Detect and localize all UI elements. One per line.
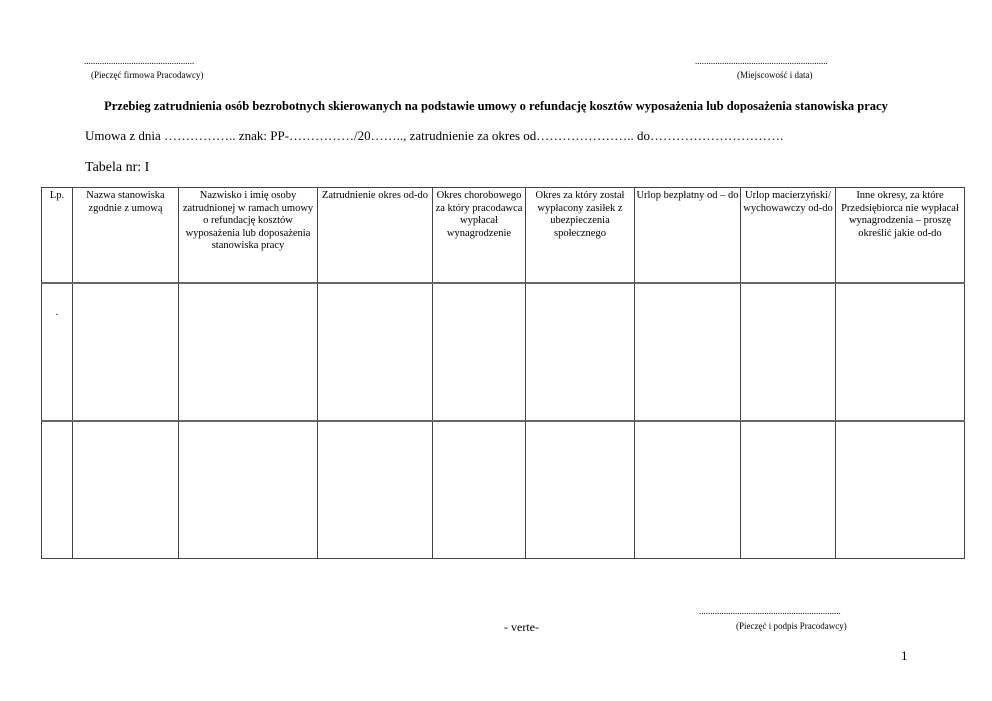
table-cell[interactable] [836,283,965,421]
col-header-parental-leave: Urlop macierzyński/ wychowawczy od-do [741,188,836,283]
table-cell[interactable] [433,421,526,559]
col-header-other-periods: Inne okresy, za które Przedsiębiorca nie wypłacał wynagrodzenia – proszę określić jakie od-do [836,188,965,283]
stamp-label: (Pieczęć firmowa Pracodawcy) [91,70,204,80]
col-header-employment: Zatrudnienie okres od-do [318,188,433,283]
col-header-lp: Lp. [42,188,73,283]
table-cell[interactable] [318,283,433,421]
signature-label: (Pieczęć i podpis Pracodawcy) [736,621,847,631]
table-header-row [42,188,965,283]
col-header-person: Nazwisko i imię osoby zatrudnionej w ramach umowy o refundację kosztów wyposażenia lub doposażenia stanowiska pracy [179,188,318,283]
table-cell[interactable] [741,283,836,421]
table-cell[interactable] [741,421,836,559]
employment-table [41,187,965,559]
table-cell[interactable] [73,283,179,421]
place-date-line: ........................................................... [695,56,828,66]
table-cell[interactable] [179,421,318,559]
signature-line: ............................................................... [699,606,841,616]
table-cell[interactable] [42,283,73,421]
verte-note: - verte- [504,620,539,634]
table-row [42,421,965,559]
col-header-unpaid-leave: Urlop bezpłatny od – do [635,188,741,283]
stamp-signature-line: ................................................. [84,56,195,66]
row-mark: . [55,303,59,318]
page-number: 1 [901,648,908,663]
table-cell[interactable] [526,283,635,421]
table-cell[interactable] [836,421,965,559]
table-cell[interactable] [635,421,741,559]
table-number: Tabela nr: I [85,160,150,175]
table-cell[interactable] [526,421,635,559]
col-header-position: Nazwa stanowiska zgodnie z umową [73,188,179,283]
col-header-sick-leave: Okres chorobowego za który pracodawca wypłacał wynagrodzenie [433,188,526,283]
agreement-line: Umowa z dnia …………….. znak: PP-……………/20…….., zatrudnienie za okres od………………….. do…………………………. [85,128,784,143]
table-row [42,283,965,421]
table-cell[interactable] [433,283,526,421]
table-cell[interactable] [179,283,318,421]
document-title: Przebieg zatrudnienia osób bezrobotnych skierowanych na podstawie umowy o refundację kosztów wyposażenia lub doposażenia stanowiska pracy [104,99,888,113]
table-cell[interactable] [635,283,741,421]
col-header-allowance: Okres za który został wypłacony zasiłek z ubezpieczenia społecznego [526,188,635,283]
table-cell[interactable] [73,421,179,559]
table-cell[interactable] [318,421,433,559]
table-cell[interactable] [42,421,73,559]
place-date-label: (Miejscowość i data) [737,70,813,80]
